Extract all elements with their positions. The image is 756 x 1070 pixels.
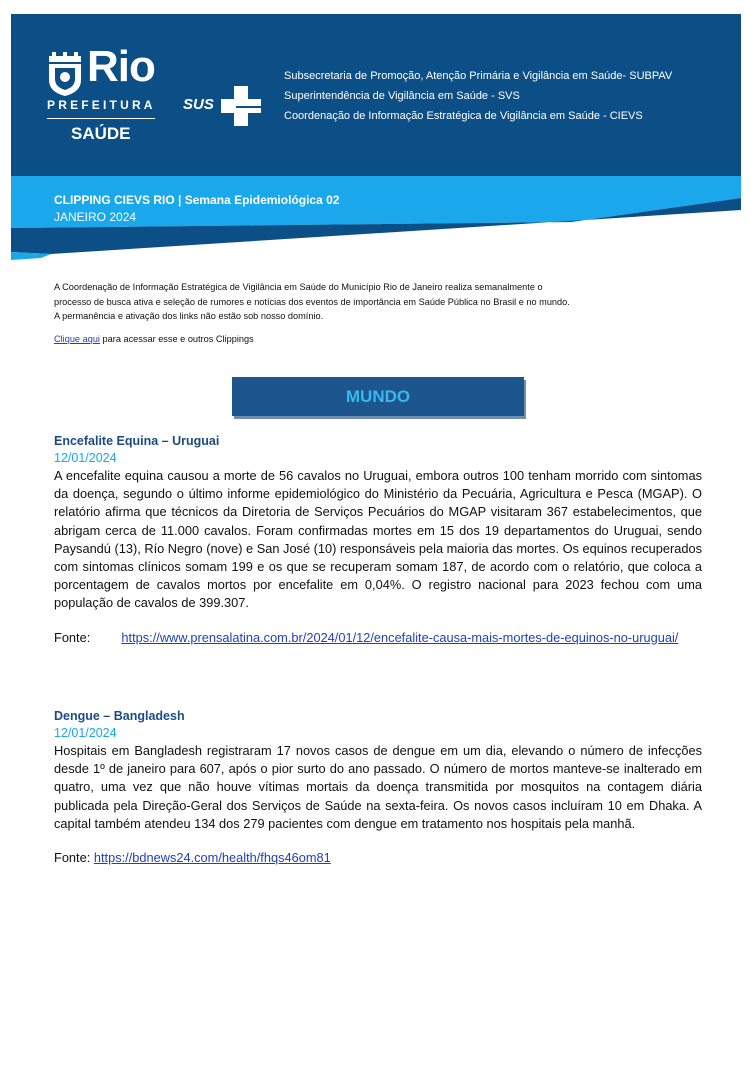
article-title: Dengue – Bangladesh [54,709,185,723]
clippings-link-suffix: para acessar esse e outros Clippings [99,334,254,344]
sus-cross-icon [219,84,263,128]
source-link[interactable]: https://www.prensalatina.com.br/2024/01/12/encefalite-causa-mais-mortes-de-equinos-no-uruguai/ [121,629,679,645]
agency-cievs: Coordenação de Informação Estratégica de Vigilância em Saúde - CIEVS [284,110,643,122]
clipping-title: CLIPPING CIEVS RIO | Semana Epidemiológica 02 [54,193,340,207]
intro-paragraph: A Coordenação de Informação Estratégica de Vigilância em Saúde do Município Rio de Janeiro realiza semanalmente o processo de busca ativa e seleção de rumores e notícias dos eventos de importância em Saúde Pública no Brasil e no mundo. A permanência e ativação dos links não estão sob nosso domínio. [54,282,570,322]
article-date: 12/01/2024 [54,451,117,465]
prefeitura-rio-logo [43,42,161,158]
clippings-link[interactable]: Clique aqui [54,334,100,344]
prefeitura-label: PREFEITURA [47,98,156,112]
article-title: Encefalite Equina – Uruguai [54,434,220,448]
section-heading: MUNDO [345,387,411,406]
clipping-date: JANEIRO 2024 [54,210,137,224]
banner-text [54,192,339,226]
clippings-link-line [54,334,254,344]
rio-wordmark: Rio [87,42,155,91]
source-link[interactable]: https://bdnews24.com/health/fhqs46om81 [93,850,331,866]
article-source [54,629,702,647]
sus-wordmark: SUS [183,96,214,113]
article-source [54,849,702,867]
agency-subpav: Subsecretaria de Promoção, Atenção Primária e Vigilância em Saúde- SUBPAV [284,70,673,82]
source-label: Fonte: [54,850,91,866]
source-label: Fonte: [54,629,91,645]
page-header [11,14,741,176]
section-heading-box [232,377,524,416]
logo-divider [47,118,155,119]
article-body: Hospitais em Bangladesh registraram 17 novos casos de dengue em um dia, elevando o número de infecções desde 1º de janeiro para 607, após o pior surto do ano passado. O número de mortos manteve-se inalterado em quatro, uma vez que não houve vítimas mortais da doença transmitida por mosquitos na contagem diária publicada pela Direção-Geral dos Serviços de Saúde na sexta-feira. Os novos casos incluíram 10 em Dhaka. A capital também atendeu 134 dos 279 pacientes com dengue em tratamento nos hospitais pela manhã. [54,743,702,831]
article-dengue [54,708,702,867]
rio-crest-icon [43,52,87,96]
agency-svs: Superintendência de Vigilância em Saúde - SVS [284,90,520,102]
article-body: A encefalite equina causou a morte de 56 cavalos no Uruguai, embora outros 100 tenham morrido com sintomas da doença, segundo o último informe epidemiológico do Ministério da Pecuária, Agricultura e Pesca (MGAP). O relatório afirma que técnicos da Diretoria de Serviços Pecuários do MGAP visitaram 367 estabelecimentos, que abrigam cerca de 11.000 cavalos. Foram confirmadas mortes em 15 dos 19 departamentos do Uruguai, sendo Paysandú (13), Río Negro (nove) e San José (10) responsáveis pela maioria das mortes. Os equinos recuperados com sintomas clínicos somam 199 e os que se recuperam somam 187, de acordo com o relatório, que coloca a porcentagem de cavalos mortos por encefalite em 0,04%. O registro nacional para 2023 fechou com uma população de cavalos de 399.307. [54,468,702,611]
article-date: 12/01/2024 [54,726,117,740]
article-encefalite [54,433,702,647]
agency-list [284,66,672,126]
sus-logo [183,82,273,130]
saude-label: SAÚDE [71,124,131,143]
